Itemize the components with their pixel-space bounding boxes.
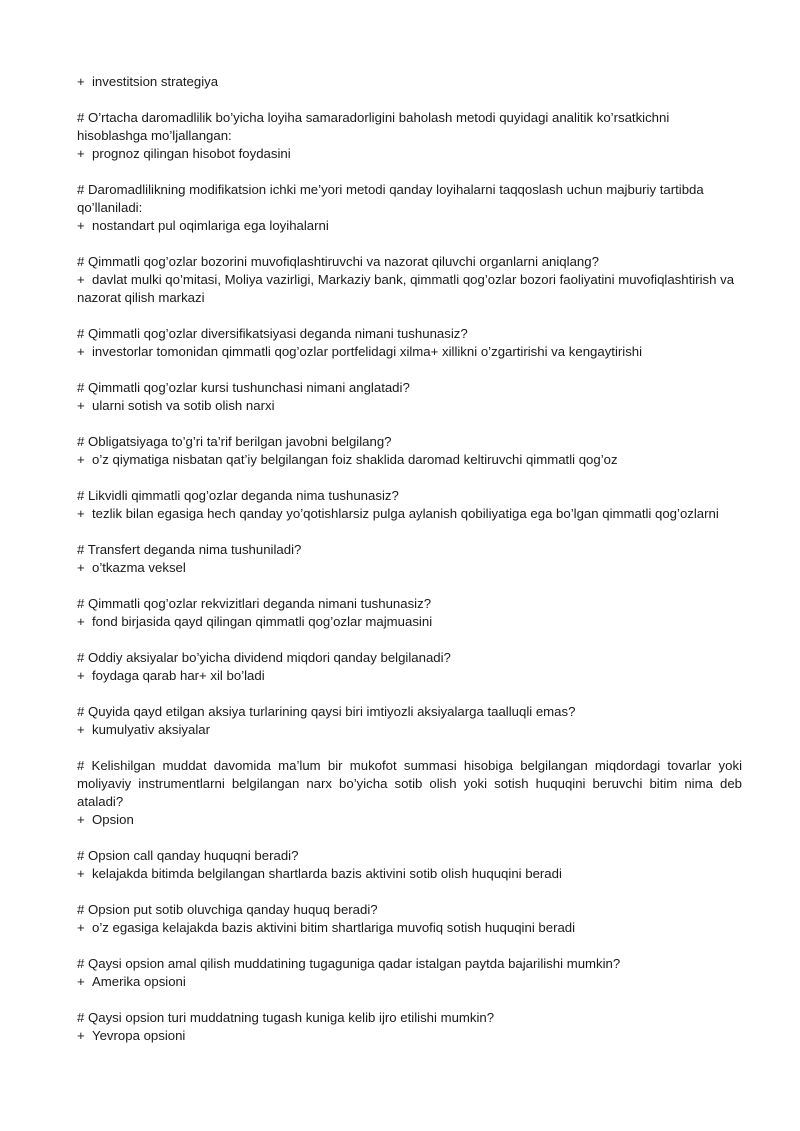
question-block [77,325,742,361]
answer-line [77,73,742,91]
question-text: # Qimmatli qog’ozlar kursi tushunchasi nimani anglatadi? [77,380,410,395]
question-block [77,649,742,685]
answer-marker: + [77,920,85,935]
answer-text: fond birjasida qayd qilingan qimmatli qog’ozlar majmuasini [92,614,433,629]
answer-text: kumulyativ aksiyalar [92,722,210,737]
answer-text: foydaga qarab har+ xil bo’ladi [92,668,265,683]
answer-line [77,811,742,829]
answer-text: investitsion strategiya [92,74,219,89]
question-text: # Oddiy aksiyalar bo’yicha dividend miqdori qanday belgilanadi? [77,650,451,665]
answer-line [77,1027,742,1045]
answer-line [77,919,742,937]
answer-marker: + [77,614,85,629]
question-block [77,109,742,163]
question-text: # Qimmatli qog’ozlar bozorini muvofiqlashtiruvchi va nazorat qiluvchi organlarni aniqlang? [77,254,599,269]
question-block [77,253,742,307]
answer-marker: + [77,974,85,989]
answer-marker: + [77,506,85,521]
question-block [77,955,742,991]
answer-text: o’tkazma veksel [92,560,186,575]
answer-text: Amerika opsioni [92,974,186,989]
answer-marker: + [77,218,85,233]
question-text: # Qaysi opsion turi muddatning tugash kuniga kelib ijro etilishi mumkin? [77,1010,495,1025]
answer-marker: + [77,74,85,89]
answer-marker: + [77,812,85,827]
answer-line [77,451,742,469]
question-text: # Likvidli qimmatli qog’ozlar deganda nima tushunasiz? [77,488,399,503]
answer-text: investorlar tomonidan qimmatli qog’ozlar portfelidagi xilma+ xillikni o’zgartirishi va kengaytirishi [92,344,643,359]
answer-text: Opsion [92,812,134,827]
answer-text: tezlik bilan egasiga hech qanday yo’qotishlarsiz pulga aylanish qobiliyatiga ega bo’lgan qimmatli qog’ozlarni [92,506,719,521]
answer-line [77,271,742,307]
answer-marker: + [77,866,85,881]
answer-text: o’z qiymatiga nisbatan qat’iy belgilangan foiz shaklida daromad keltiruvchi qimmatli qog’oz [92,452,618,467]
answer-text: nostandart pul oqimlariga ega loyihalarni [92,218,329,233]
question-block [77,901,742,937]
question-block [77,433,742,469]
answer-line [77,217,742,235]
answer-line [77,721,742,739]
answer-line [77,973,742,991]
question-text: # Daromadlilikning modifikatsion ichki me’yori metodi qanday loyihalarni taqqoslash uchun majburiy tartibda qo’llaniladi: [77,182,704,215]
question-block [77,379,742,415]
question-block [77,541,742,577]
question-text: # Quyida qayd etilgan aksiya turlarining qaysi biri imtiyozli aksiyalarga taalluqli emas? [77,704,576,719]
answer-marker: + [77,146,85,161]
answer-text: ularni sotish va sotib olish narxi [92,398,275,413]
answer-line [77,397,742,415]
question-block [77,703,742,739]
answer-line [77,667,742,685]
question-block [77,595,742,631]
answer-text: prognoz qilingan hisobot foydasini [92,146,291,161]
answer-text: kelajakda bitimda belgilangan shartlarda bazis aktivini sotib olish huquqini beradi [92,866,562,881]
answer-line [77,865,742,883]
answer-marker: + [77,722,85,737]
answer-marker: + [77,560,85,575]
answer-marker: + [77,398,85,413]
question-text: # Opsion put sotib oluvchiga qanday huquq beradi? [77,902,378,917]
question-text: # Qaysi opsion amal qilish muddatining tugaguniga qadar istalgan paytda bajarilishi mumkin? [77,956,621,971]
answer-marker: + [77,452,85,467]
answer-text: o’z egasiga kelajakda bazis aktivini bitim shartlariga muvofiq sotish huquqini beradi [92,920,576,935]
question-text: # Transfert deganda nima tushuniladi? [77,542,302,557]
question-text: # Kelishilgan muddat davomida ma’lum bir mukofot summasi hisobiga belgilangan miqdordagi tovarlar yoki moliyaviy instrumentlarni belgilangan narx bo’yicha sotib olish yoki sotish huquqini beruvchi bitim nima deb ataladi? [77,758,742,809]
answer-marker: + [77,668,85,683]
answer-text: Yevropa opsioni [92,1028,186,1043]
answer-marker: + [77,344,85,359]
question-block [77,847,742,883]
answer-line [77,145,742,163]
question-text: # Obligatsiyaga to’g’ri ta’rif berilgan javobni belgilang? [77,434,392,449]
answer-marker: + [77,272,85,287]
answer-line [77,559,742,577]
question-text: # Qimmatli qog’ozlar rekvizitlari deganda nimani tushunasiz? [77,596,432,611]
intro-answer-block [77,73,742,91]
answer-text: davlat mulki qo’mitasi, Moliya vazirligi, Markaziy bank, qimmatli qog’ozlar bozori faoliyatini muvofiqlashtirish va nazorat qilish markazi [77,272,735,305]
question-text: # O’rtacha daromadlilik bo’yicha loyiha samaradorligini baholash metodi quyidagi analitik ko’rsatkichni hisoblashga mo’ljallangan: [77,110,670,143]
question-block [77,1009,742,1045]
question-list [77,109,742,1045]
question-text: # Qimmatli qog’ozlar diversifikatsiyasi deganda nimani tushunasiz? [77,326,468,341]
answer-line [77,343,742,361]
question-text: # Opsion call qanday huquqni beradi? [77,848,299,863]
question-block [77,181,742,235]
answer-line [77,505,742,523]
question-block [77,487,742,523]
answer-marker: + [77,1028,85,1043]
answer-line [77,613,742,631]
question-block [77,757,742,829]
